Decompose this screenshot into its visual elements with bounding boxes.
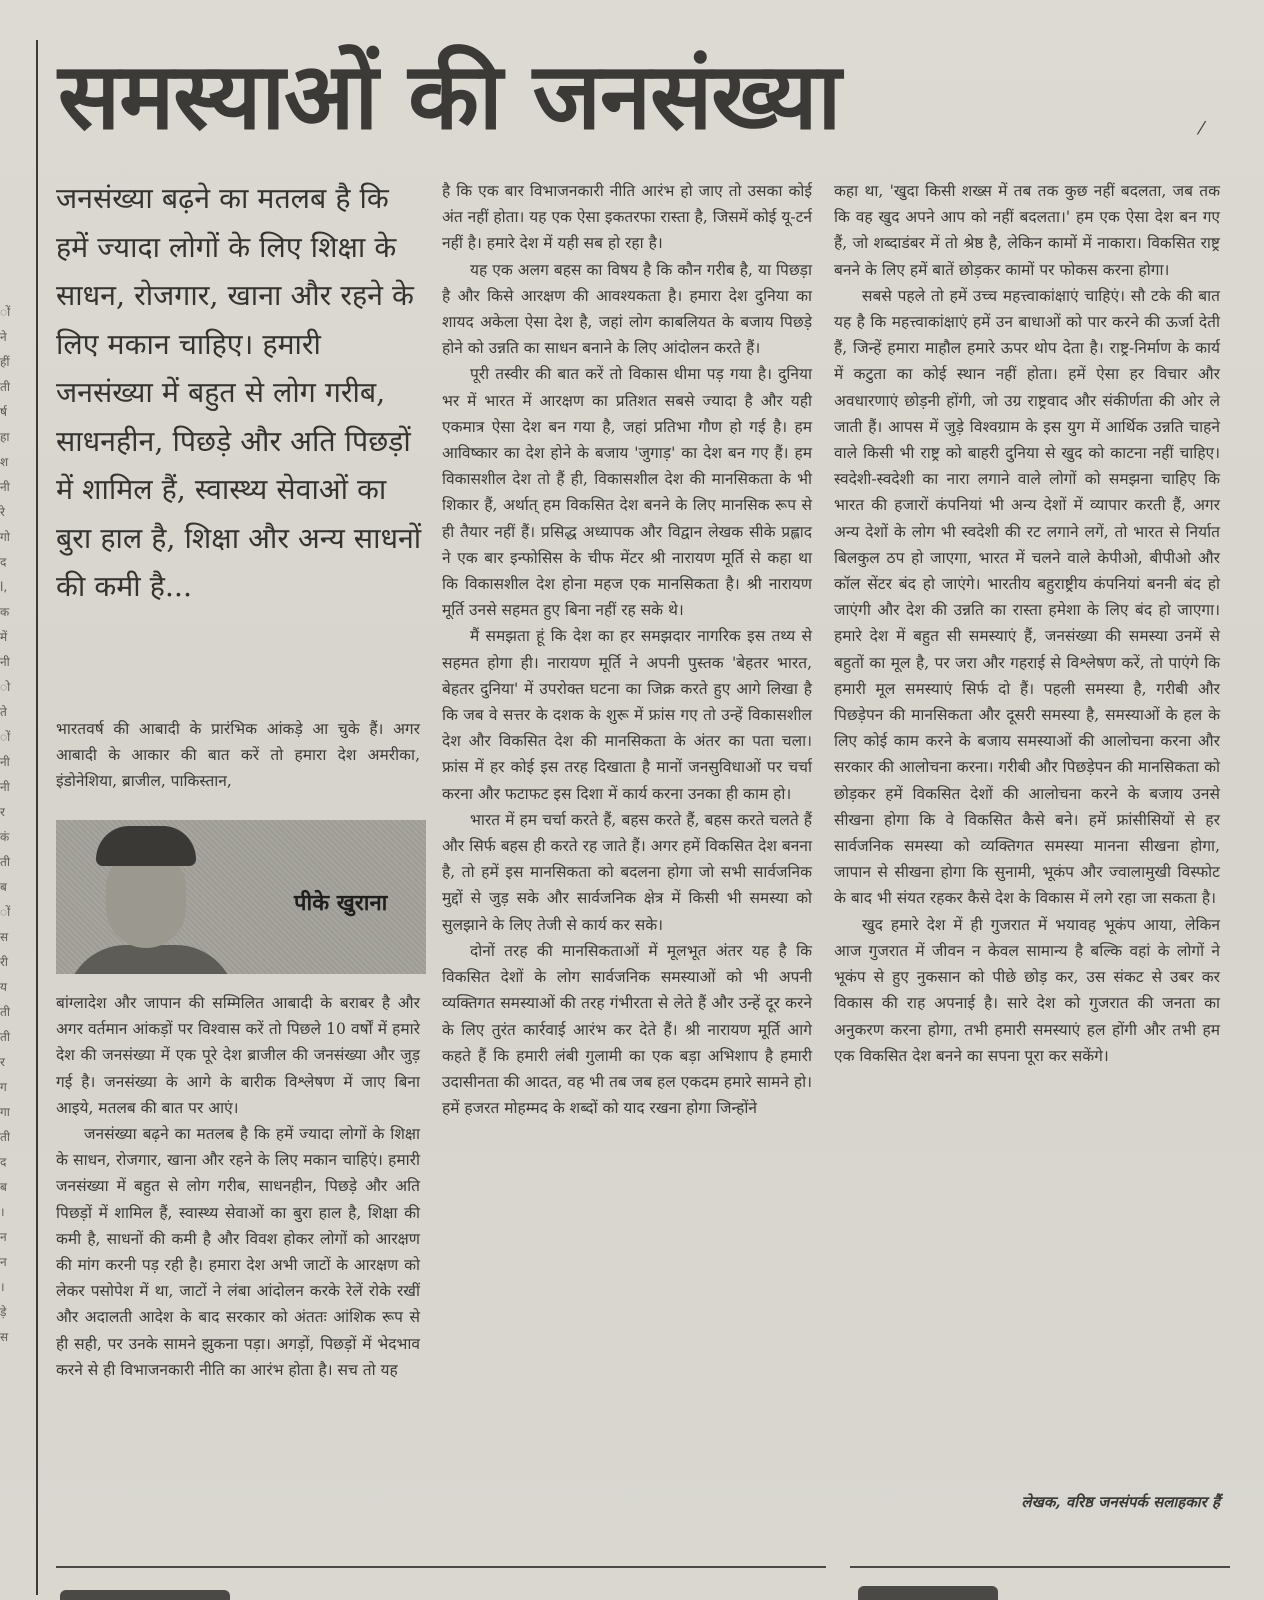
adjacent-fragment: । (0, 1205, 5, 1219)
adjacent-fragment: में (0, 630, 8, 644)
column-2 (442, 178, 812, 1121)
adjacent-fragment: हीं (0, 355, 10, 369)
paragraph: बांग्लादेश और जापान की सम्मिलित आबादी के बराबर है और अगर वर्तमान आंकड़ों पर विश्वास करें तो पिछले 10 वर्षों में हमारे देश की जनसंख्या में एक पूरे देश ब्राजील की जनसंख्या और जुड़ गई है। जनसंख्या के आगे के बारीक विश्लेषण में जाए बिना आइये, मतलब की बात पर आएं। (56, 994, 420, 1117)
adjacent-fragment: ग (0, 1080, 7, 1094)
next-article-heading-bar (858, 1586, 998, 1600)
adjacent-article-fragments (0, 300, 18, 1350)
adjacent-fragment: ब (0, 1180, 7, 1194)
adjacent-fragment: कं (0, 830, 10, 844)
adjacent-fragment: ती (0, 380, 10, 394)
adjacent-fragment: ती (0, 1005, 10, 1019)
adjacent-fragment: स (0, 930, 9, 944)
paragraph: जनसंख्या बढ़ने का मतलब है कि हमें ज्यादा लोगों के शिक्षा के साधन, रोजगार, खाना और रहने के लिए मकान चाहिएं। हमारी जनसंख्या में बहुत से लोग गरीब, साधनहीन, पिछड़े और अति पिछड़ों में शामिल हैं, स्वास्थ्य सेवाओं का बुरा हाल है, शिक्षा की कमी है, साधनों की कमी है और विवश होकर लोगों को आरक्षण की मांग करनी पड़ रही है। हमारा देश अभी जाटों के आरक्षण को लेकर पसोपेश में था, जाटों ने लंबा आंदोलन करके रेलें रोके रखीं और अदालती आदेश के बाद सरकार को अंततः आंशिक रूप से ही सही, पर उनके सामने झुकना पड़ा। अगड़ों, पिछड़ों में भेदभाव करने से ही विभाजनकारी नीति का आरंभ होता है। सच तो यह (56, 1125, 420, 1379)
author-note: लेखक, वरिष्ठ जनसंपर्क सलाहकार हैं (1021, 1493, 1220, 1511)
paragraph: भारत में हम चर्चा करते हैं, बहस करते हैं, बहस करते चलते हैं और सिर्फ बहस ही करते रह जाते हैं। अगर हमें विकसित देश बनना है, तो हमें इस मानसिकता को बदलना होगा जो सभी सार्वजनिक मुद्दों से जुड़ सके और सार्वजनिक क्षेत्र में किसी भी समस्या को सुलझाने के लिए तेजी से कार्य कर सके। (442, 810, 812, 934)
adjacent-fragment: द (0, 555, 7, 569)
adjacent-fragment: र (0, 1055, 5, 1069)
paragraph: भारतवर्ष की आबादी के प्रारंभिक आंकड़े आ चुके हैं। अगर आबादी के आकार की बात करें तो हमारा देश अमरीका, इंडोनेशिया, ब्राजील, पाकिस्तान, (56, 720, 420, 791)
adjacent-fragment: ों (0, 730, 11, 744)
adjacent-fragment: नी (0, 480, 10, 494)
column-divider (36, 40, 38, 1595)
adjacent-fragment: l, (0, 580, 8, 594)
bottom-rule (850, 1566, 1230, 1568)
paragraph: खुद हमारे देश में ही गुजरात में भयावह भूकंप आया, लेकिन आज गुजरात में जीवन न केवल सामान्य है बल्कि वहां के लोगों ने भूकंप से हुए नुकसान को पीछे छोड़ कर, उस संकट से उबर कर विकास की राह अपनाई है। सारे देश को गुजरात की जनता का अनुकरण करना होगा, तभी हमारी समस्याएं हल होंगी और तभी हम एक विकसित देश बनने का सपना पूरा कर सकेंगे। (834, 915, 1220, 1065)
adjacent-fragment: ो (0, 680, 11, 694)
adjacent-fragment: नी (0, 780, 10, 794)
adjacent-fragment: गा (0, 1105, 10, 1119)
column-1-intro (56, 716, 420, 795)
adjacent-fragment: नी (0, 755, 10, 769)
column-3 (834, 178, 1220, 1069)
pen-mark-icon: ⁄ (1200, 118, 1204, 139)
adjacent-fragment: ती (0, 855, 10, 869)
paragraph: है कि एक बार विभाजनकारी नीति आरंभ हो जाए तो उसका कोई अंत नहीं होता। यह एक ऐसा इकतरफा रास्ता है, जिसमें कोई यू-टर्न नहीं है। हमारे देश में यही सब हो रहा है। (442, 182, 812, 253)
adjacent-fragment: न (0, 1255, 7, 1269)
adjacent-fragment: हा (0, 430, 10, 444)
adjacent-fragment: । (0, 1280, 5, 1294)
adjacent-fragment: नी (0, 655, 10, 669)
adjacent-fragment: ों (0, 905, 11, 919)
adjacent-fragment: री (0, 955, 9, 969)
paragraph: सबसे पहले तो हमें उच्च महत्त्वाकांक्षाएं चाहिएं। सौ टके की बात यह है कि महत्त्वाकांक्षाएं हमें उन बाधाओं को पार करने की ऊर्जा देती हैं, जिन्हें हमारा माहौल हमारे ऊपर थोप देता है। राष्ट्र-निर्माण के कार्य में कटुता का कोई स्थान नहीं होता। हमें ऐसा हर विचार और अवधारणाएं छोड़नी होंगी, जो उग्र राष्ट्रवाद और संकीर्णता की ओर ले जाती हैं। आपस में जुड़े विश्वग्राम के इस युग में आर्थिक उन्नति चाहने वाले किसी भी राष्ट्र को बाहरी दुनिया से खुद को काटना नहीं चाहिए। स्वदेशी-स्वदेशी का नारा लगाने वाले लोगों को समझना चाहिए कि भारत की हजारों कंपनियां भी अन्य देशों में व्यापार करती हैं, अगर अन्य देशों के लोग भी स्वदेशी की रट लगाने लगें, तो भारत से निर्यात बिलकुल ठप हो जाएगा, भारत में चलने वाले केपीओ, बीपीओ और कॉल सेंटर बंद हो जाएंगे। भारतीय बहुराष्ट्रीय कंपनियां बननी बंद हो जाएंगी और देश की उन्नति का रास्ता हमेशा के लिए बंद हो जाएगा। हमारे देश में बहुत सी समस्याएं हैं, जनसंख्या की समस्या उनमें से बहुतों का मूल है, पर जरा और गहराई से विश्लेषण करें, तो पाएंगे कि हमारी मूल समस्याएं सिर्फ दो हैं। पहली समस्या है, गरीबी और पिछड़ेपन की मानसिकता और दूसरी समस्या है, समस्याओं के हल के लिए कोई काम करने के बजाय समस्याओं की आलोचना करना और सरकार की आलोचना करना। गरीबी और पिछड़ेपन की मानसिकता को छोड़कर हमें विकसित देशों की आलोचना करने के बजाय उनसे सीखना होगा कि वे विकसित कैसे बने। हमें फ्रांसीसियों से हर सार्वजनिक समस्या को व्यक्तिगत समस्या मानना सीखना होगा, जापान से सीखना होगा कि सुनामी, भूकंप और ज्वालामुखी विस्फोट के बाद भी संयत रहकर कैसे देश के विकास में लगे रहा जा सकता है। (834, 286, 1220, 908)
author-byline: पीके खुराना (294, 891, 388, 916)
next-article-heading-bar (60, 1590, 230, 1600)
adjacent-fragment: ड़े (0, 1305, 7, 1319)
adjacent-fragment: स (0, 1330, 9, 1344)
author-shoulders (66, 945, 236, 974)
adjacent-fragment: द (0, 1155, 7, 1169)
bottom-rule (56, 1566, 826, 1568)
adjacent-fragment: र्ष (0, 405, 7, 419)
adjacent-fragment: र (0, 805, 5, 819)
paragraph: यह एक अलग बहस का विषय है कि कौन गरीब है, या पिछड़ा है और किसे आरक्षण की आवश्यकता है। हमारा देश दुनिया का शायद अकेला ऐसा देश है, जहां लोग काबलियत के बजाय पिछड़े होने को उन्नति का साधन बनाने के लिए आंदोलन करते हैं। (442, 260, 812, 358)
adjacent-fragment: न (0, 1230, 7, 1244)
pull-quote: जनसंख्या बढ़ने का मतलब है कि हमें ज्यादा लोगों के लिए शिक्षा के साधन, रोजगार, खाना और रहने के लिए मकान चाहिए। हमारी जनसंख्या में बहुत से लोग गरीब, साधनहीन, पिछड़े और अति पिछड़ों में शामिल हैं, स्वास्थ्य सेवाओं का बुरा हाल है, शिक्षा और अन्य साधनों की कमी है... (56, 182, 422, 603)
adjacent-fragment: गो (0, 530, 10, 544)
adjacent-fragment: य (0, 980, 7, 994)
paragraph: दोनों तरह की मानसिकताओं में मूलभूत अंतर यह है कि विकसित देशों के लोग सार्वजनिक समस्याओं को भी अपनी व्यक्तिगत समस्याओं की तरह गंभीरता से लेते हैं और उन्हें दूर करने के लिए तुरंत कार्रवाई आरंभ कर देते हैं। श्री नारायण मूर्ति आगे कहते हैं कि हमारी लंबी गुलामी का एक बड़ा अभिशाप है हमारी उदासीनता की आदत, वह भी तब जब हल एकदम हमारे सामने हो। हमें हजरत मोहम्मद के शब्दों को याद रखना होगा जिन्होंने (442, 941, 812, 1118)
adjacent-fragment: रे (0, 505, 5, 519)
adjacent-fragment: ती (0, 1030, 10, 1044)
paragraph: मैं समझता हूं कि देश का हर समझदार नागरिक इस तथ्य से सहमत होगा ही। नारायण मूर्ति ने अपनी पुस्तक 'बेहतर भारत, बेहतर दुनिया' में उपरोक्त घटना का जिक्र करते हुए आगे लिखा है कि जब वे सत्तर के दशक के शुरू में फ्रांस गए तो उन्हें विकासशील देश और विकसित देश की मानसिकता के अंतर का पता चला। फ्रांस में हर कोई इस तरह दिखाता है मानों जनसुविधाओं पर चर्चा करना और फटाफट इस दिशा में कार्य करना उनका ही काम हो। (442, 627, 812, 803)
paragraph: पूरी तस्वीर की बात करें तो विकास धीमा पड़ गया है। दुनिया भर में भारत में आरक्षण का प्रतिशत सबसे ज्यादा है और यही एकमात्र ऐसा देश बन गया है, जहां प्रतिभा गौण हो गई है। हम आविष्कार का देश होने के बजाय 'जुगाड़' का देश बन गए हैं। हम विकासशील देश तो हैं ही, विकासशील देश की मानसिकता के भी शिकार हैं, अर्थात् हम विकसित देश बनने के लिए मानसिक रूप से ही तैयार नहीं हैं। प्रसिद्ध अध्यापक और विद्वान लेखक सीके प्रह्लाद ने एक बार इन्फोसिस के चीफ मेंटर श्री नारायण मूर्ति से कहा था कि विकासशील देश होना महज एक मानसिकता है। श्री नारायण मूर्ति उनसे सहमत हुए बिना नहीं रह सके थे। (442, 365, 812, 620)
author-hair (96, 826, 196, 866)
adjacent-fragment: ते (0, 705, 7, 719)
adjacent-fragment: क (0, 605, 10, 619)
adjacent-fragment: ों (0, 305, 11, 319)
adjacent-fragment: श (0, 455, 9, 469)
paragraph: कहा था, 'खुदा किसी शख्स में तब तक कुछ नहीं बदलता, जब तक कि वह खुद अपने आप को नहीं बदलता।' हम एक ऐसा देश बन गए हैं, जो शब्दाडंबर में तो श्रेष्ठ है, लेकिन कामों में नाकारा। विकसित राष्ट्र बनने के लिए हमें बातें छोड़कर कामों पर फोकस करना होगा। (834, 182, 1220, 279)
adjacent-fragment: ब (0, 880, 7, 894)
adjacent-fragment: ती (0, 1130, 10, 1144)
adjacent-fragment: ने (0, 330, 7, 344)
column-1-body (56, 990, 420, 1383)
headline: समस्याओं की जनसंख्या (58, 43, 841, 150)
author-photo (56, 820, 426, 974)
